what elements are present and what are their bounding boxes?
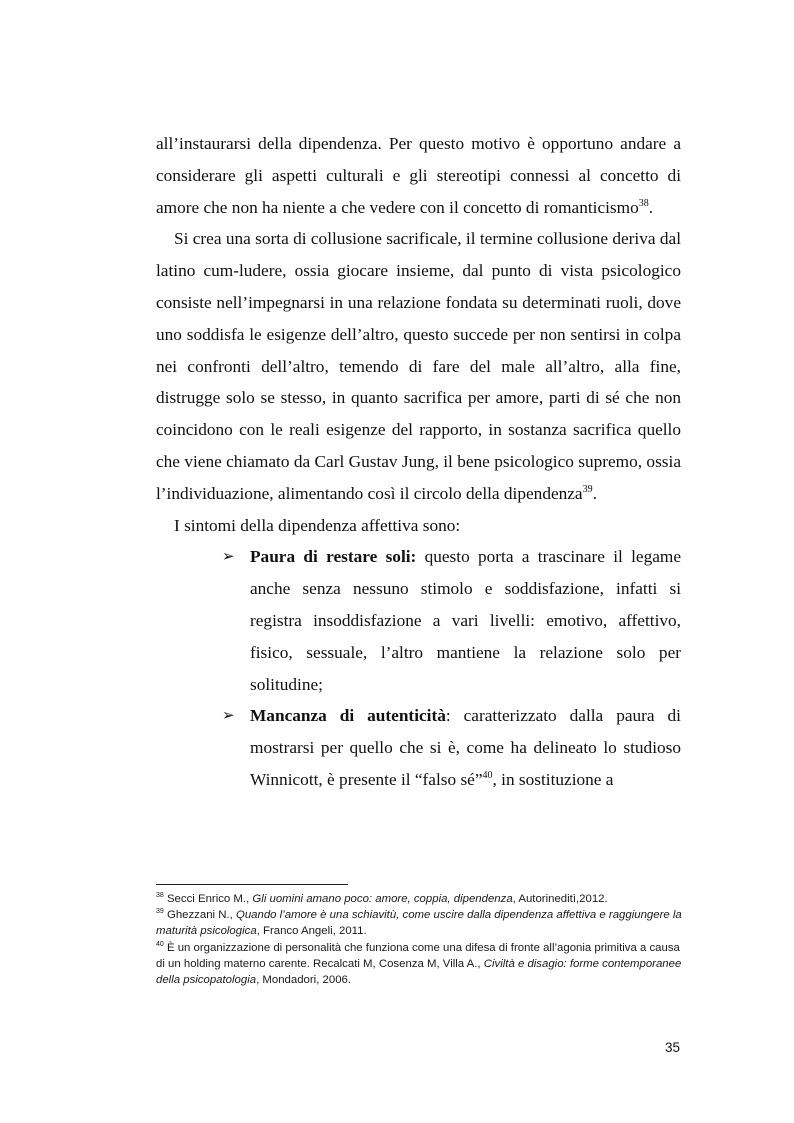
- paragraph-2: [156, 223, 681, 509]
- footnotes: [156, 891, 682, 988]
- footnote-40: [156, 940, 682, 989]
- footnote-39: [156, 907, 682, 939]
- footnote-title: Gli uomini amano poco: amore, coppia, dipendenza: [252, 893, 513, 905]
- footnote-separator: [156, 884, 348, 885]
- list-item: [222, 700, 681, 795]
- footnote-text: Ghezzani N.,: [163, 909, 236, 922]
- list-item-text-continued: , in sostituzione a: [492, 769, 614, 789]
- paragraph-2-end: .: [592, 483, 597, 503]
- symptom-list: [222, 541, 681, 795]
- footnote-ref-40[interactable]: 40: [482, 770, 493, 782]
- footnote-number: 40: [156, 940, 164, 948]
- footnote-source: , Autorineditì,2012.: [512, 893, 608, 905]
- list-item-text: questo porta a trascinare il legame anche senza nessuno stimolo e soddisfazione, infatti si registra insoddisfazione a vari livelli: emotivo, affettivo, fisico, sessuale, l’altro mantiene la relazione solo per solitudine;: [250, 547, 681, 694]
- footnote-source: , Mondadori, 2006.: [256, 974, 352, 987]
- page-number: 35: [664, 1040, 680, 1055]
- paragraph-2-text: Si crea una sorta di collusione sacrificale, il termine collusione deriva dal latino cum-ludere, ossia giocare insieme, dal punto di vista psicologico consiste nell’impegnarsi in una relazione fondata su determinati ruoli, dove uno soddisfa le esigenze dell’altro, questo succede per non sentirsi in colpa nei confronti dell’altro, temendo di fare del male all’altro, alla fine, distrugge solo se stesso, in quanto sacrifica per amore, parti di sé che non coincidono con le reali esigenze del rapporto, in sostanza sacrifica quello che viene chiamato da Carl Gustav Jung, il bene psicologico supremo, ossia l’individuazione, alimentando così il circolo della dipendenza: [156, 229, 681, 503]
- paragraph-1-end: .: [648, 197, 654, 217]
- list-item-title: Paura di restare soli:: [250, 547, 417, 567]
- paragraph-1: [156, 128, 681, 223]
- arrow-bullet-icon: ➢: [222, 547, 235, 566]
- footnote-text: Secci Enrico M.,: [163, 893, 253, 905]
- list-item-title: Mancanza di autenticità: [250, 706, 446, 726]
- footnote-ref-38[interactable]: 38: [638, 197, 649, 209]
- footnote-source: , Franco Angeli, 2011.: [256, 925, 367, 938]
- body-text: [156, 128, 681, 796]
- list-item: [222, 541, 681, 700]
- footnote-ref-39[interactable]: 39: [582, 484, 593, 495]
- footnote-number: 39: [156, 908, 164, 916]
- footnote-title: Quando l’amore è una schiavitù, come uscire dalla dipendenza affettiva e raggiungere la maturità psicologica: [156, 909, 682, 938]
- footnote-number: 38: [156, 892, 164, 900]
- paragraph-1-text: all’instaurarsi della dipendenza. Per questo motivo è opportuno andare a considerare gli aspetti culturali e gli stereotipi connessi al concetto di amore che non ha niente a che vedere con il concetto di romanticismo: [156, 134, 681, 217]
- list-item-text: : caratterizzato dalla paura di mostrarsi per quello che si è, come ha delineato lo studioso Winnicott, è presente il “falso sé”: [250, 706, 681, 789]
- footnote-title: Civiltà e disagio: forme contemporanee della psicopatologia: [156, 957, 682, 987]
- arrow-bullet-icon: ➢: [222, 706, 235, 725]
- footnote-text: È un organizzazione di personalità che funziona come una difesa di fronte all’agonia primitiva a causa di un holding materno carente. Recalcati M, Cosenza M, Villa A.,: [156, 941, 680, 970]
- footnote-38: [156, 891, 682, 907]
- paragraph-3: I sintomi della dipendenza affettiva sono:: [174, 515, 461, 535]
